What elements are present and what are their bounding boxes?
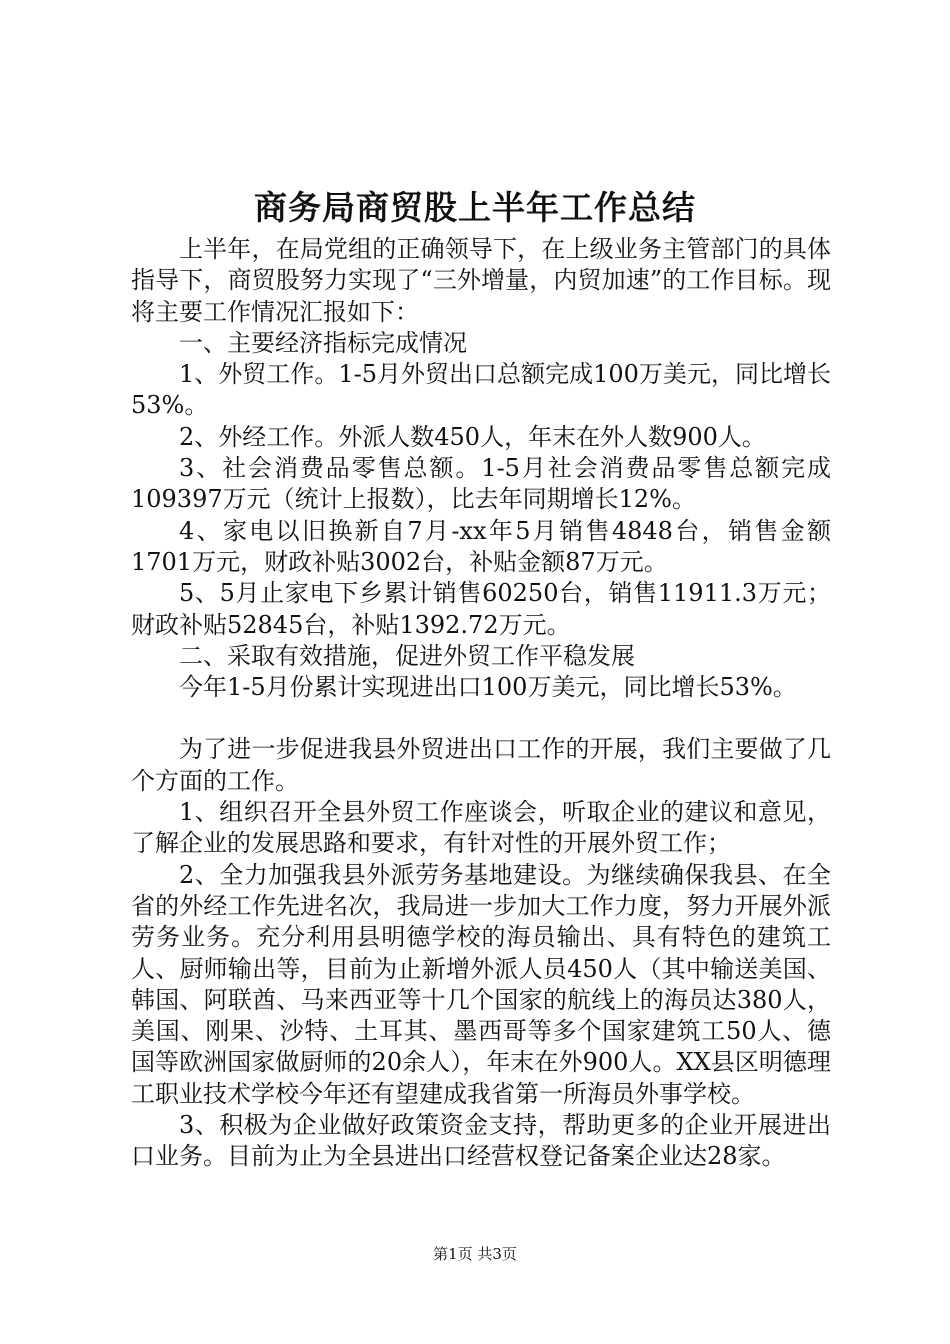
paragraph-symposium: 1、组织召开全县外贸工作座谈会，听取企业的建议和意见，了解企业的发展思路和要求，有针对性的开展外贸工作； xyxy=(131,798,831,858)
paragraph-intro: 上半年，在局党组的正确领导下，在上级业务主管部门的具体指导下，商贸股努力实现了“三外增量，内贸加速”的工作目标。现将主要工作情况汇报如下： xyxy=(131,235,831,326)
paragraph-policy-support: 3、积极为企业做好政策资金支持，帮助更多的企业开展进出口业务。目前为止为全县进出口经营权登记备案企业达28家。 xyxy=(131,1111,831,1171)
page-number-footer: 第1页 共3页 xyxy=(433,1245,517,1263)
paragraph-foreign-trade: 1、外贸工作。1-5月外贸出口总额完成100万美元，同比增长53%。 xyxy=(131,360,831,420)
paragraph-import-export: 今年1-5月份累计实现进出口100万美元，同比增长53%。 xyxy=(179,673,797,702)
section-heading-measures: 二、采取有效措施，促进外贸工作平稳发展 xyxy=(179,641,635,670)
paragraph-labor-base: 2、全力加强我县外派劳务基地建设。为继续确保我县、在全省的外经工作先进名次，我局进一步加大工作力度，努力开展外派劳务业务。充分利用县明德学校的海员输出、具有特色的建筑工人、厨师输出等，目前为止新增外派人员450人（其中输送美国、韩国、阿联酋、马来西亚等十几个国家的航线上的海员达380人，美国、刚果、沙特、土耳其、墨西哥等多个国家建筑工50人、德国等欧洲国家做厨师的20余人），年末在外900人。XX县区明德理工职业技术学校今年还有望建成我省第一所海员外事学校。 xyxy=(131,860,831,1108)
paragraph-appliance-rural: 5、5月止家电下乡累计销售60250台，销售11911.3万元；财政补贴52845台，补贴1392.72万元。 xyxy=(131,579,831,639)
paragraph-appliance-tradein: 4、家电以旧换新自7月-xx年5月销售4848台，销售金额1701万元，财政补贴3002台，补贴金额87万元。 xyxy=(131,516,831,576)
document-title: 商务局商贸股上半年工作总结 xyxy=(254,188,696,227)
document-body xyxy=(131,234,831,1173)
paragraph-retail-sales: 3、社会消费品零售总额。1-5月社会消费品零售总额完成109397万元（统计上报数），比去年同期增长12%。 xyxy=(131,454,831,514)
paragraph-work-overview: 为了进一步促进我县外贸进出口工作的开展，我们主要做了几个方面的工作。 xyxy=(131,735,831,795)
section-heading-indicators: 一、主要经济指标完成情况 xyxy=(179,328,467,357)
paragraph-gap xyxy=(131,703,831,734)
paragraph-foreign-economic: 2、外经工作。外派人数450人，年末在外人数900人。 xyxy=(179,422,766,451)
